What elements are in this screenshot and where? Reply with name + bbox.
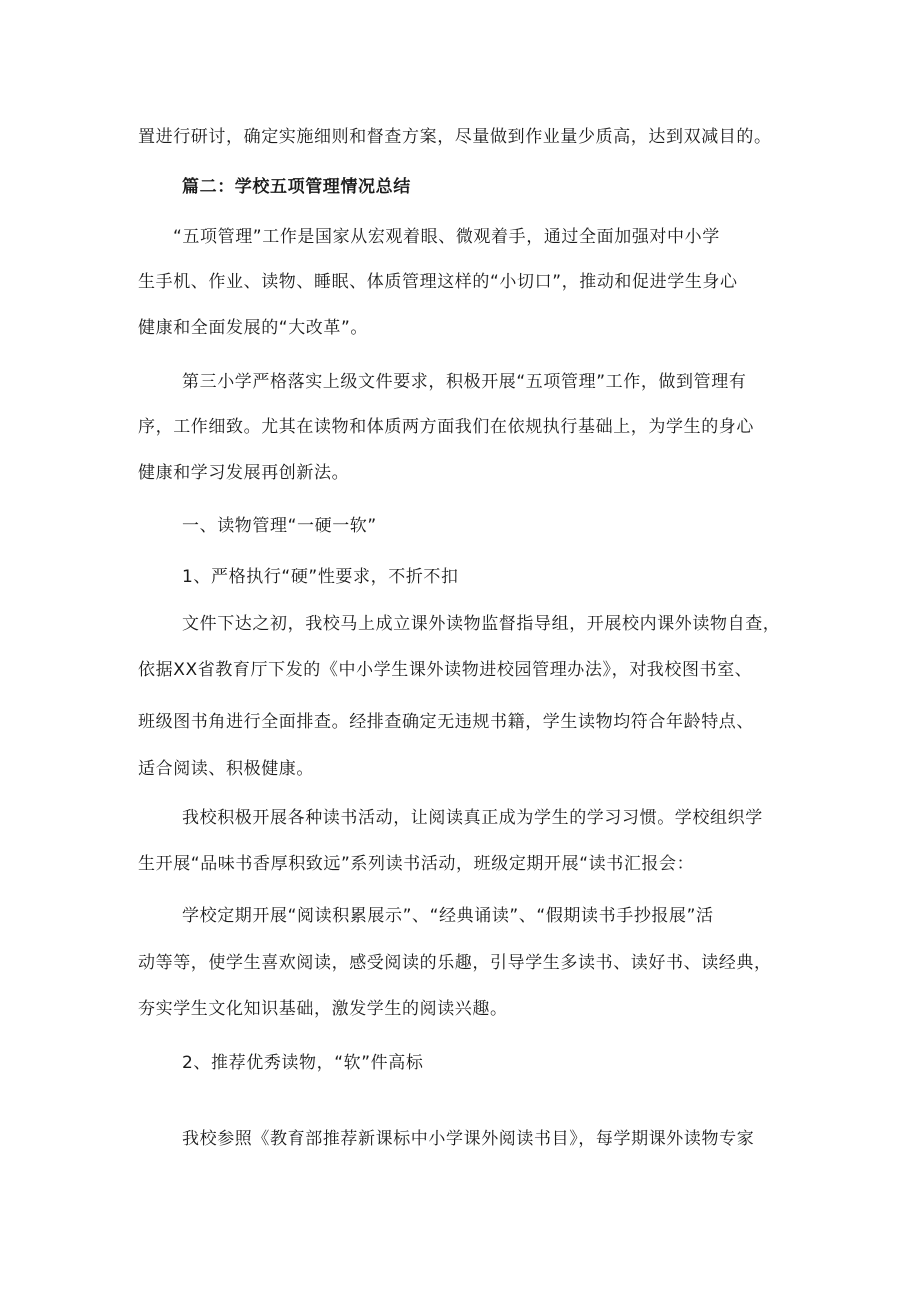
text-line: 文件下达之初，我校马上成立课外读物监督指导组，开展校内课外读物自查， [182, 614, 781, 634]
text-line: 我校参照《教育部推荐新课标中小学课外阅读书目》，每学期课外读物专家 [182, 1129, 755, 1149]
text-line: 生手机、作业、读物、睡眠、体质管理这样的“小切口”，推动和促进学生身心 [138, 272, 738, 292]
subheading: 2、推荐优秀读物，“软”件高标 [182, 1053, 424, 1073]
text-line: 序，工作细致。尤其在读物和体质两方面我们在依规执行基础上，为学生的身心 [138, 417, 754, 437]
text-line: 夯实学生文化知识基础，激发学生的阅读兴趣。 [138, 999, 508, 1019]
text-line: 置进行研讨，确定实施细则和督查方案，尽量做到作业量少质高，达到双减目的。 [138, 127, 772, 147]
text-line: 生开展“品味书香厚积致远”系列读书活动，班级定期开展“读书汇报会： [138, 854, 695, 874]
subheading: 1、严格执行“硬”性要求，不折不扣 [182, 567, 459, 587]
subheading: 一、读物管理“一硬一软” [182, 516, 377, 536]
text-line: “五项管理”工作是国家从宏观着眼、微观着手，通过全面加强对中小学 [173, 227, 720, 247]
section-heading: 篇二：学校五项管理情况总结 [182, 177, 411, 197]
text-line: 动等等，使学生喜欢阅读，感受阅读的乐趣，引导学生多读书、读好书、读经典， [138, 953, 772, 973]
text-line: 我校积极开展各种读书活动，让阅读真正成为学生的学习习惯。学校组织学 [182, 808, 763, 828]
text-line: 健康和全面发展的“大改革”。 [138, 318, 369, 338]
text-line: 适合阅读、积极健康。 [138, 759, 314, 779]
text-line: 学校定期开展“阅读积累展示”、“经典诵读”、“假期读书手抄报展”活 [182, 906, 714, 926]
text-line: 班级图书角进行全面排查。经排查确定无违规书籍，学生读物均符合年龄特点、 [138, 712, 754, 732]
text-line: 依据XX省教育厅下发的《中小学生课外读物进校园管理办法》，对我校图书室、 [138, 660, 753, 680]
text-line: 第三小学严格落实上级文件要求，积极开展“五项管理”工作，做到管理有 [182, 372, 747, 392]
text-line: 健康和学习发展再创新法。 [138, 463, 350, 483]
